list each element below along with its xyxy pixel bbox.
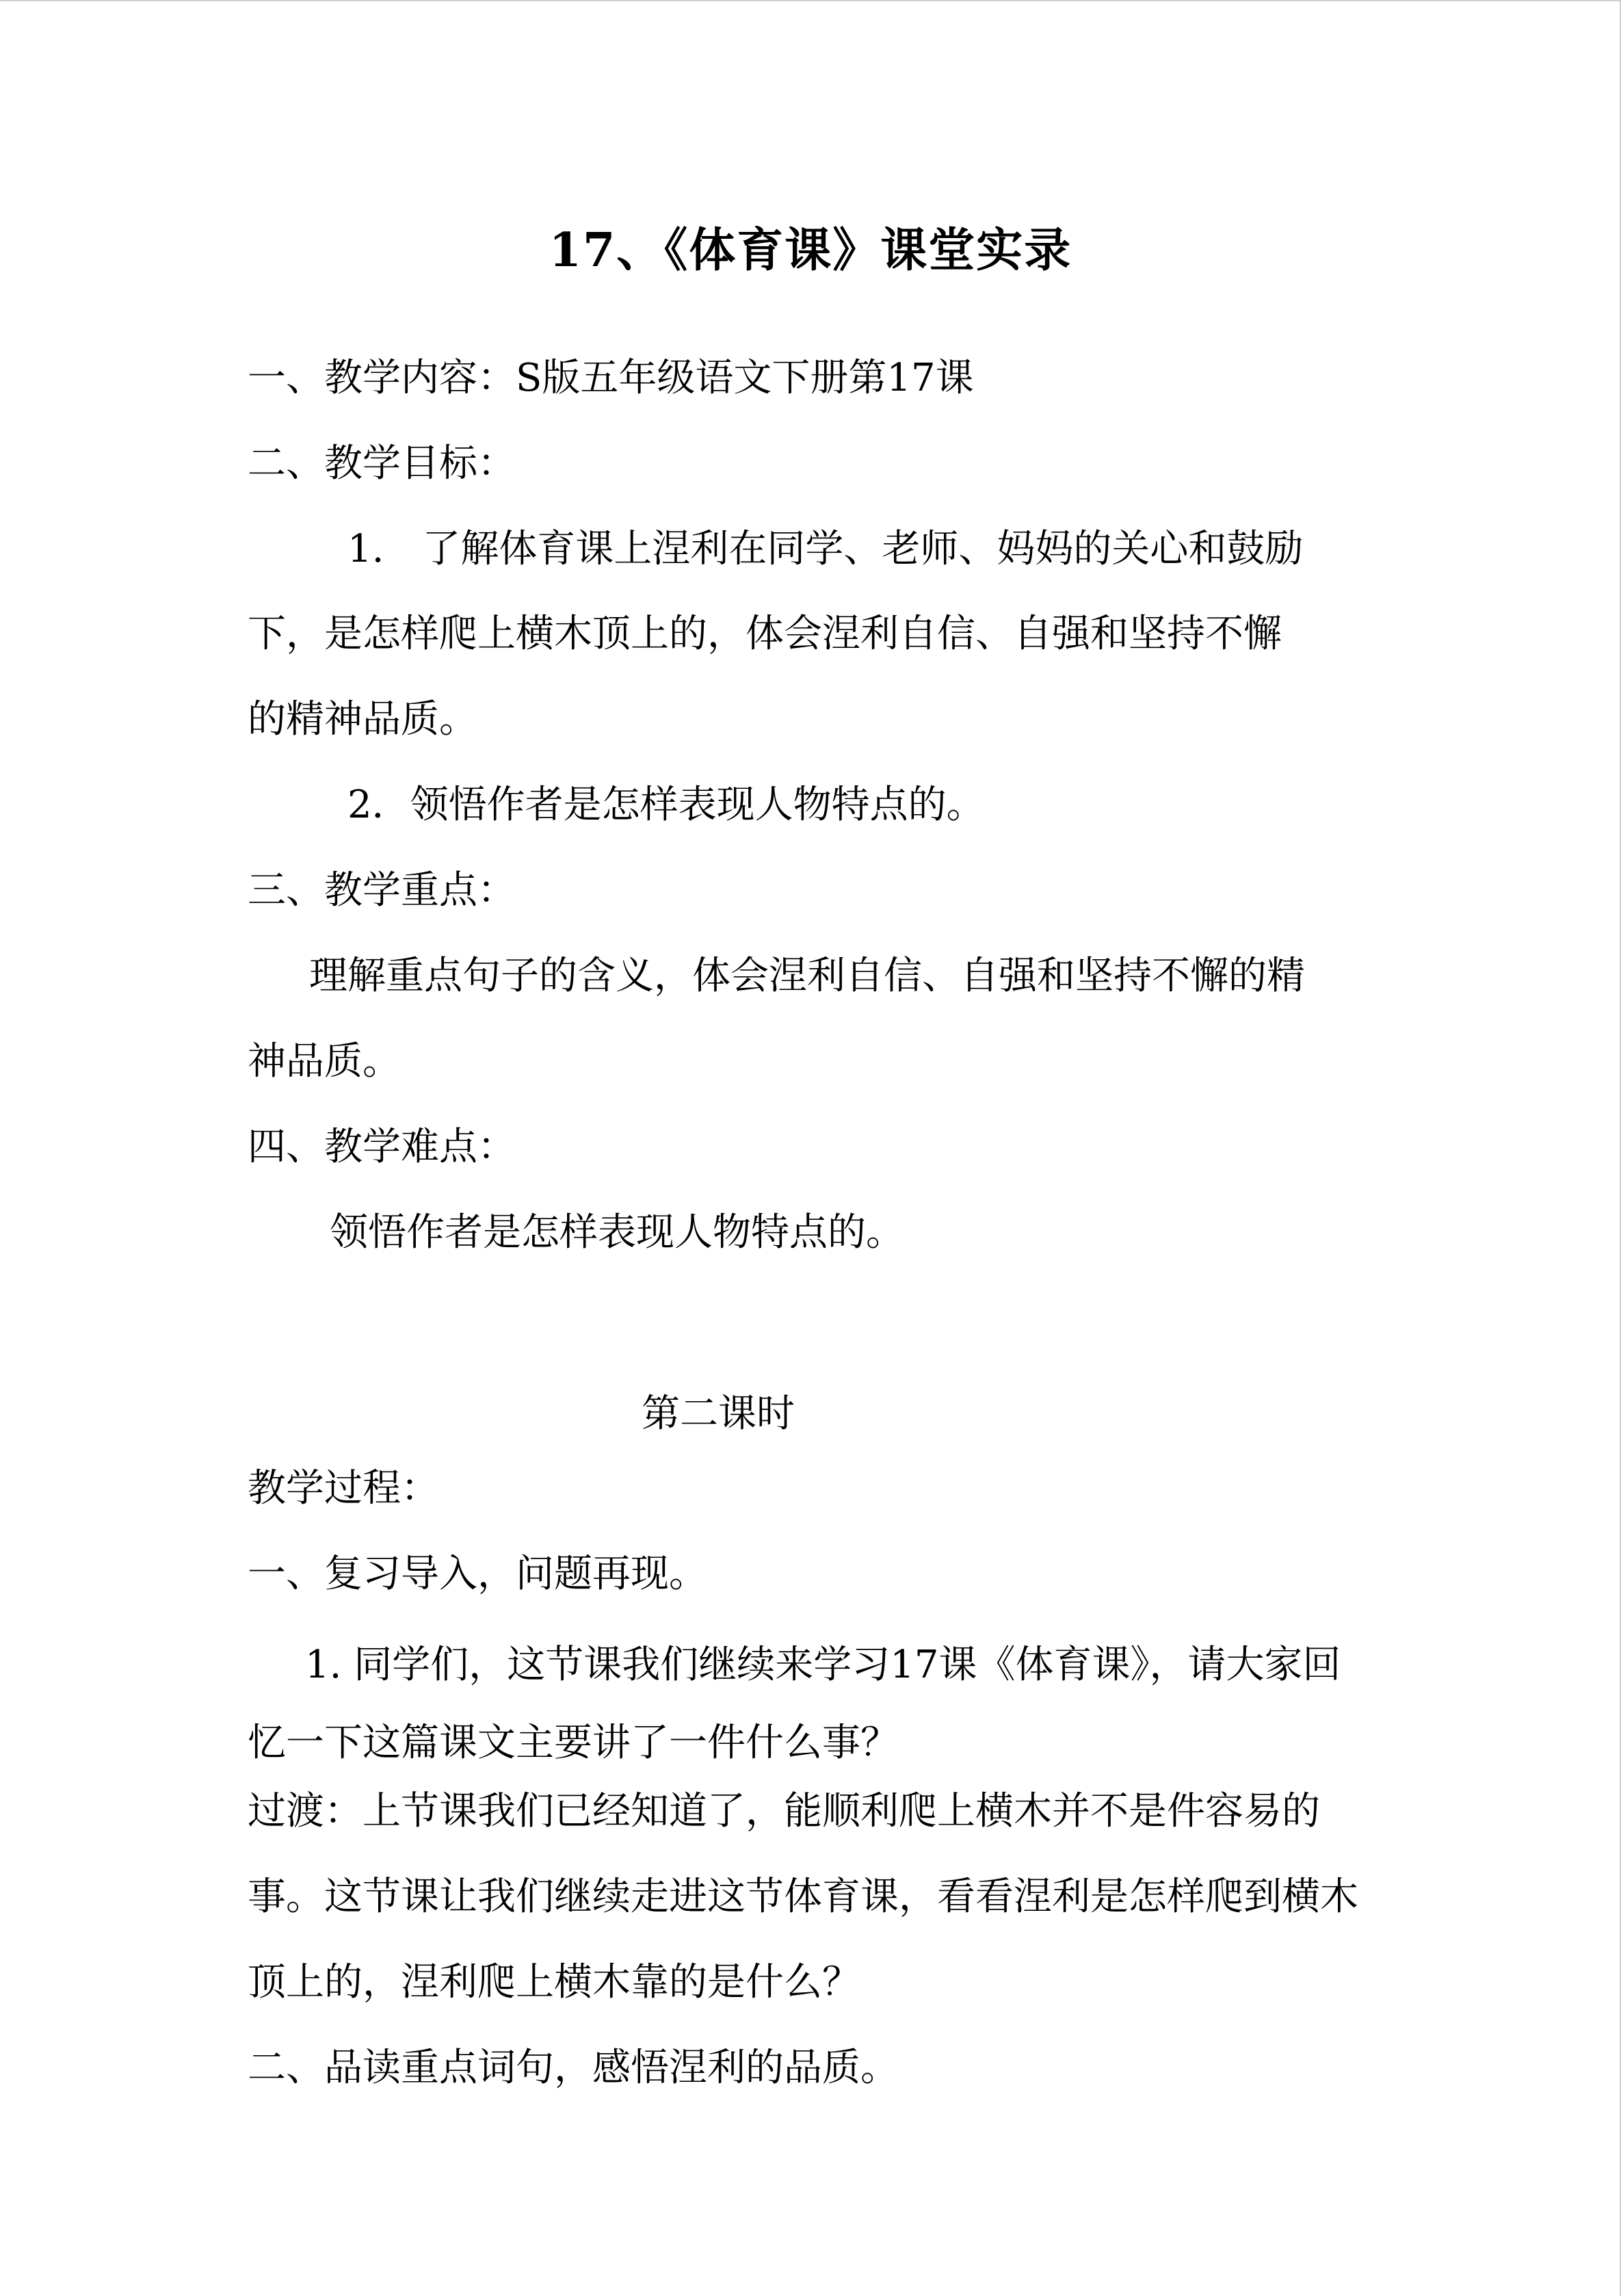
section-heading: 教学过程：	[248, 1466, 439, 1511]
content-line: 1. 同学们，这节课我们继续来学习17课《体育课》，请大家回	[305, 1643, 1341, 1687]
content-line: 下，是怎样爬上横木顶上的，体会涅利自信、自强和坚持不懈	[248, 612, 1282, 656]
content-line: 神品质。	[248, 1039, 401, 1084]
document-title: 17、《体育课》课堂实录	[549, 223, 1072, 278]
section-heading: 二、教学目标：	[248, 441, 516, 486]
content-line: 领悟作者是怎样表现人物特点的。	[330, 1210, 904, 1255]
section-heading: 四、教学难点：	[248, 1125, 516, 1169]
content-line: 事。这节课让我们继续走进这节体育课，看看涅利是怎样爬到横木	[248, 1875, 1358, 1919]
section-heading: 二、品读重点词句，感悟涅利的品质。	[248, 2046, 899, 2090]
content-line: 一、教学内容：S版五年级语文下册第17课	[248, 356, 974, 400]
section-heading: 一、复习导入，问题再现。	[248, 1552, 707, 1596]
content-line: 忆一下这篇课文主要讲了一件什么事？	[248, 1721, 899, 1765]
content-line: 1. 了解体育课上涅利在同学、老师、妈妈的关心和鼓励	[347, 527, 1304, 571]
content-line: 过渡：上节课我们已经知道了，能顺利爬上横木并不是件容易的	[248, 1789, 1320, 1834]
content-line: 2．领悟作者是怎样表现人物特点的。	[347, 783, 985, 827]
subheading: 第二课时	[642, 1392, 795, 1436]
section-heading: 三、教学重点：	[248, 868, 516, 913]
content-line: 理解重点句子的含义，体会涅利自信、自强和坚持不懈的精	[309, 954, 1305, 998]
content-line: 的精神品质。	[248, 697, 477, 742]
content-line: 顶上的，涅利爬上横木靠的是什么？	[248, 1960, 860, 2005]
